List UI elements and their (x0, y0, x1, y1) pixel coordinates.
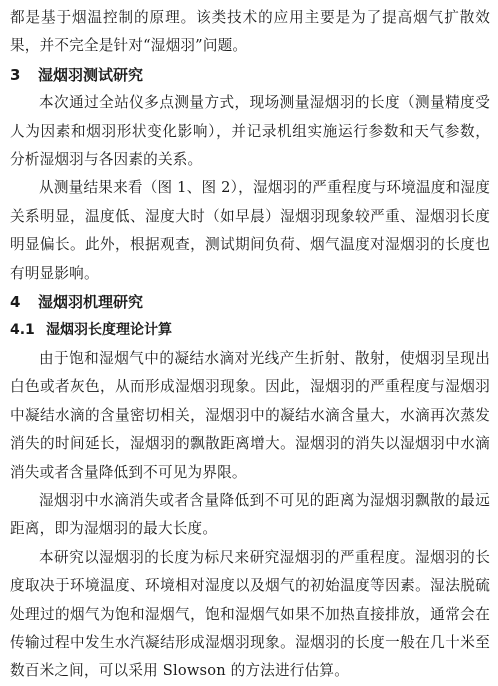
section-3-paragraph-1: 本次通过全站仪多点测量方式，现场测量湿烟羽的长度（测量精度受人为因素和烟羽形状变化影响），并记录机组实施运行参数和天气参数，分析湿烟羽与各因素的关系。 (10, 94, 490, 169)
section-3-heading (10, 61, 490, 89)
section-3-title: 湿烟羽测试研究 (38, 65, 144, 84)
section-3-paragraph-2: 从测量结果来看（图 1、图 2），湿烟羽的严重程度与环境温度和湿度关系明显，温度低、湿度大时（如早晨）湿烟羽现象较严重、湿烟羽长度明显偏长。此外，根据观查，测试期间负荷、烟气温度对湿烟羽的长度也有明显影响。 (10, 179, 490, 282)
section-4-1-paragraph-1: 由于饱和湿烟气中的凝结水滴对光线产生折射、散射，使烟羽呈现出白色或者灰色，从而形成湿烟羽现象。因此，湿烟羽的严重程度与湿烟羽中凝结水滴的含量密切相关，湿烟羽中的凝结水滴含量大，水滴再次蒸发消失的时间延长，湿烟羽的飘散距离增大。湿烟羽的消失以湿烟羽中水滴消失或者含量降低到不可见为界限。 (10, 349, 490, 481)
section-4-1-paragraph-3: 本研究以湿烟羽的长度为标尺来研究湿烟羽的严重程度。湿烟羽的长度取决于环境温度、环境相对湿度以及烟气的初始温度等因素。湿法脱硫处理过的烟气为饱和湿烟气，饱和湿烟气如果不加热直接排放，通常会在传输过程中发生水汽凝结形成湿烟羽现象。湿烟羽的长度一般在几十米至数百米之间，可以采用 Slowson 的方法进行估算。 (10, 548, 490, 680)
section-4-heading (10, 288, 490, 316)
section-4-title: 湿烟羽机理研究 (38, 293, 144, 312)
section-4-1-number: 4.1 (10, 322, 35, 339)
section-4-1-title: 湿烟羽长度理论计算 (46, 322, 172, 339)
section-4-1-paragraph-2: 湿烟羽中水滴消失或者含量降低到不可见的距离为湿烟羽飘散的最远距离，即为湿烟羽的最大长度。 (10, 491, 490, 538)
document-page (10, 4, 490, 686)
section-3-number: 3 (10, 65, 21, 84)
section-4-1-heading (10, 316, 490, 344)
section-4-number: 4 (10, 293, 21, 312)
intro-paragraph-tail: 都是基于烟温控制的原理。该类技术的应用主要是为了提高烟气扩散效果，并不完全是针对“湿烟羽”问题。 (10, 9, 490, 55)
